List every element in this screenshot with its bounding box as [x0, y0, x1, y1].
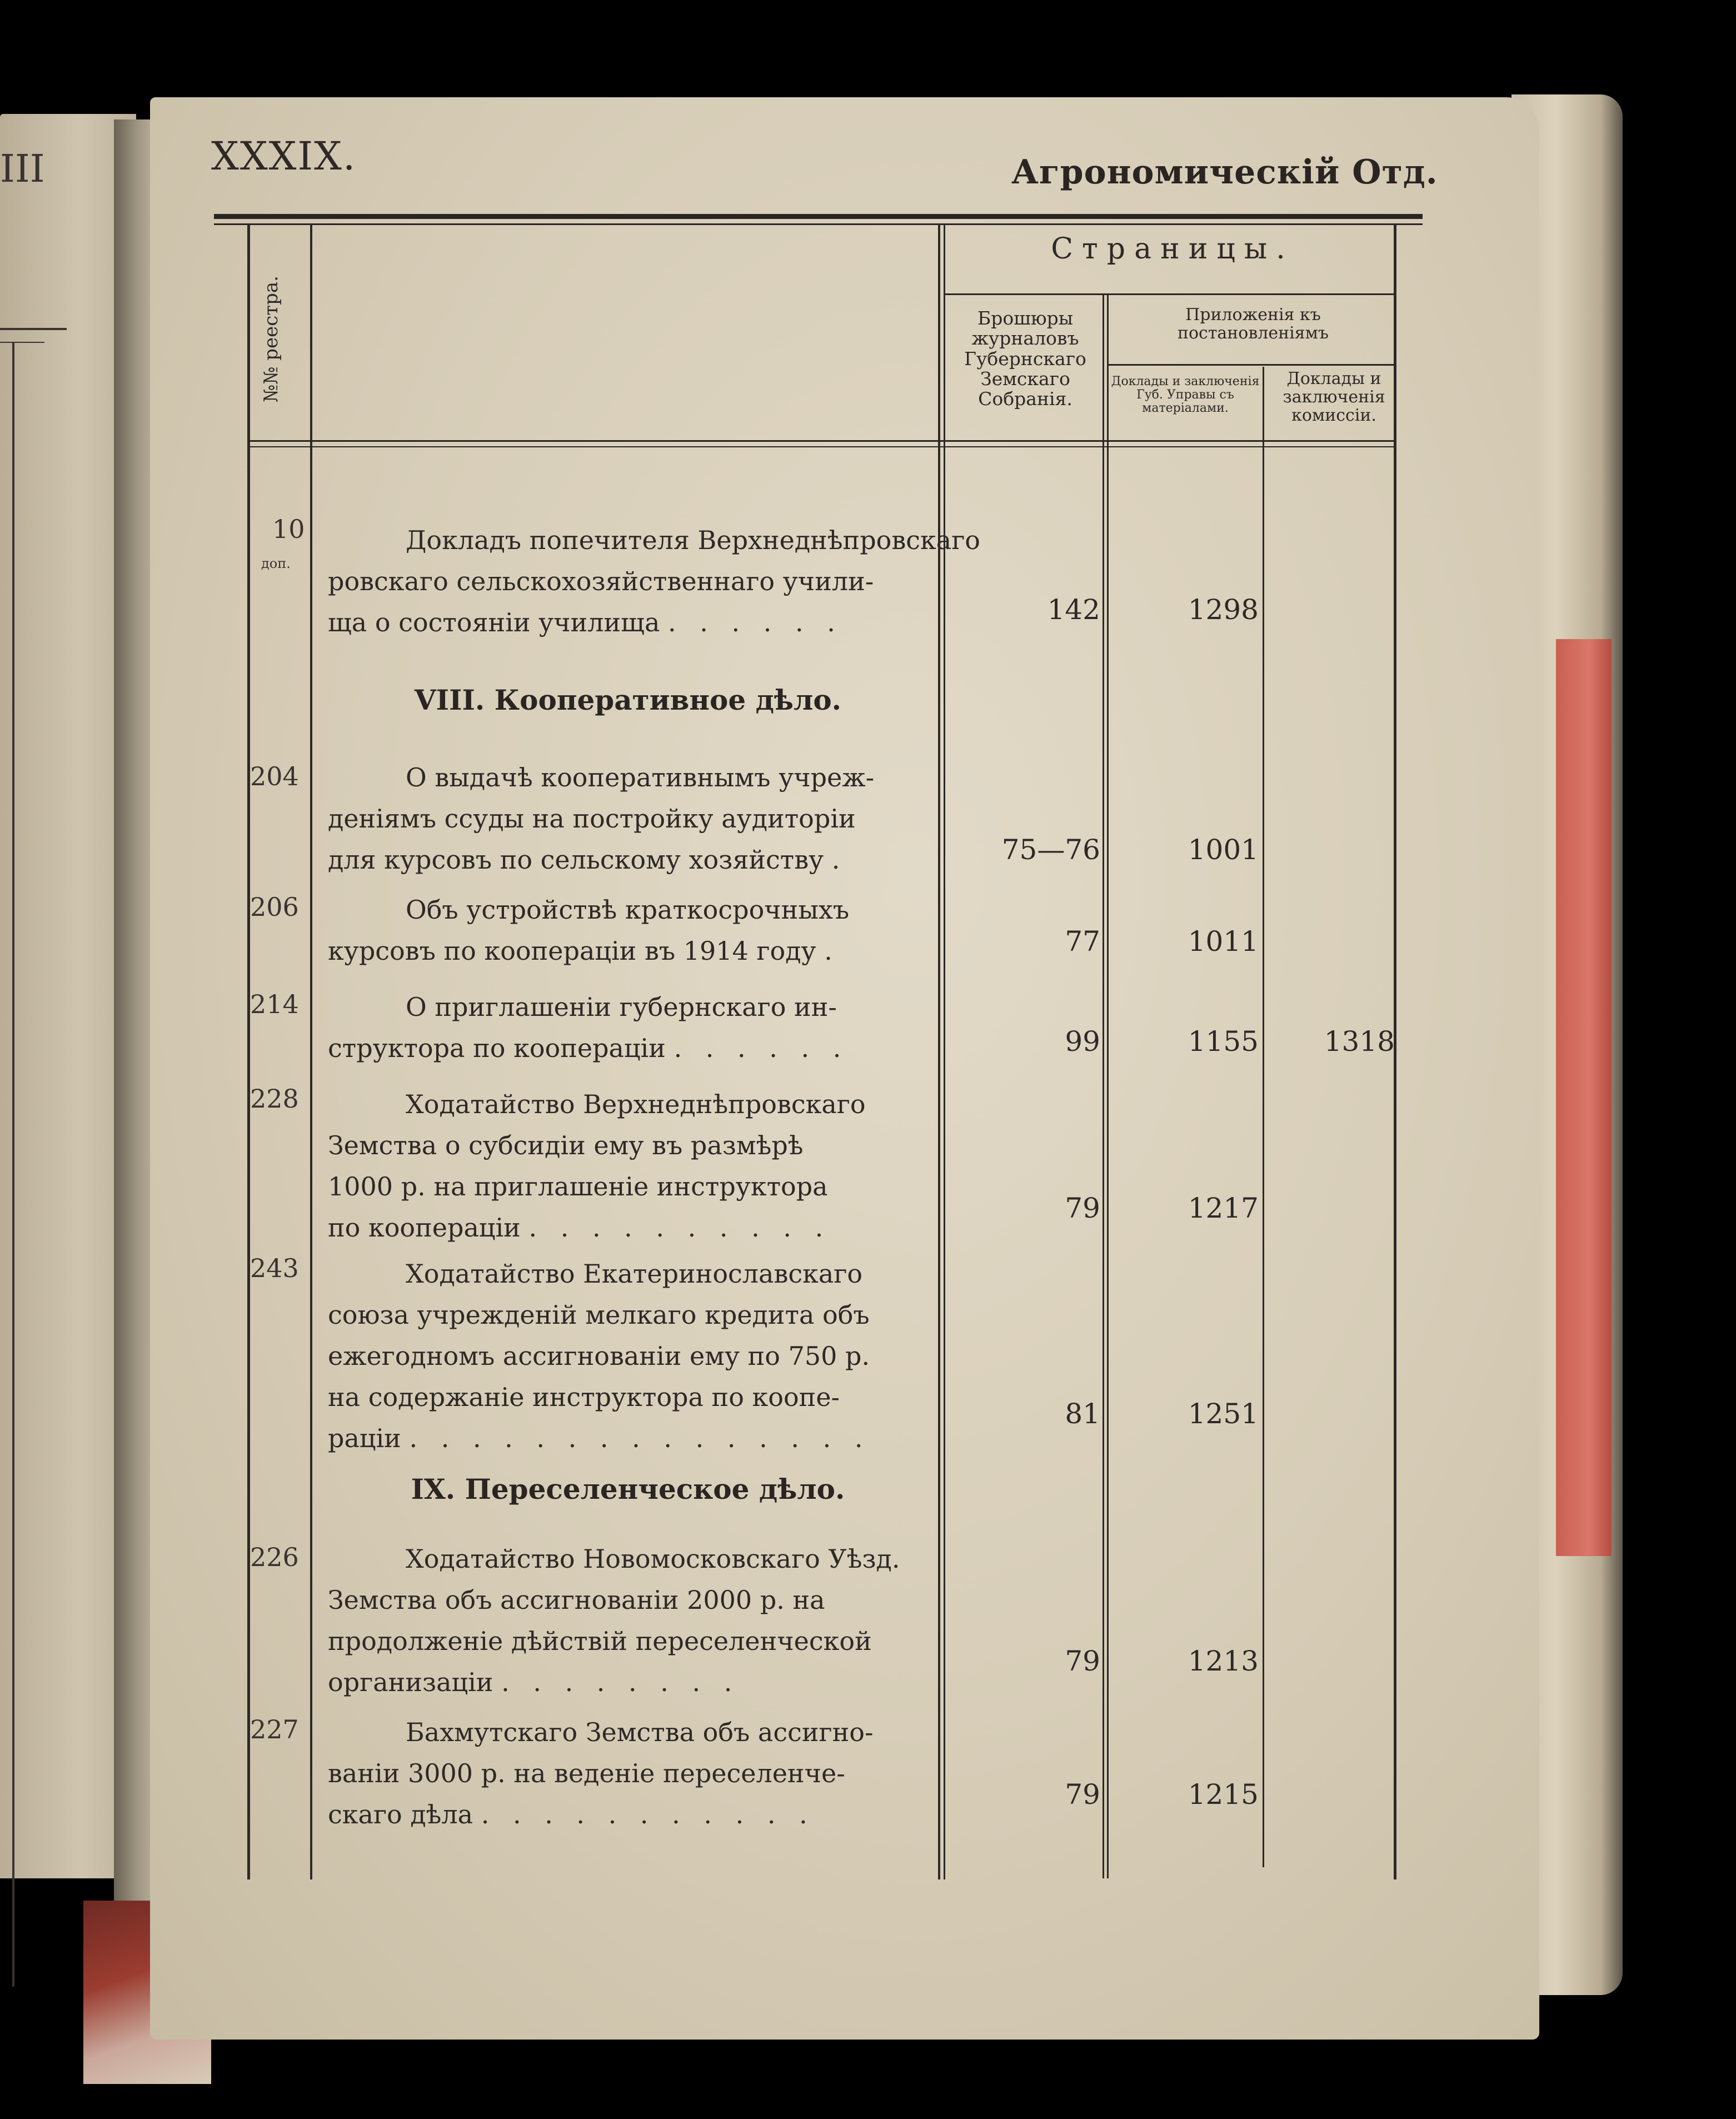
leader-dots: . . . . . . . . . . — [528, 1213, 831, 1243]
left-page-rule-thin — [0, 342, 44, 343]
entry-text — [328, 1712, 928, 1835]
brochure-page: 77 — [1065, 925, 1100, 958]
brochure-page: 99 — [1065, 1025, 1100, 1058]
entry-line: ваніи 3000 р. на веденіе переселенче- — [328, 1758, 845, 1788]
table-left-border — [247, 223, 250, 1879]
leader-dots: . . . . . . — [674, 1033, 849, 1063]
entry-line: для курсовъ по сельскому хозяйству — [328, 845, 824, 875]
entry-line: Ходатайство Екатеринославскаго — [406, 1259, 863, 1289]
entry-text — [328, 520, 980, 643]
leader-dots: . . . . . . . . . . . — [481, 1799, 815, 1829]
registry-number: 206 — [250, 892, 299, 922]
registry-column-header: №№ реестра. — [260, 276, 282, 402]
brochure-page: 79 — [1065, 1778, 1100, 1811]
registry-number: 227 — [250, 1714, 299, 1744]
header-bottom-rule-b — [248, 446, 1395, 447]
commission-reports-column-header: Доклады и заключенія комиссіи. — [1283, 369, 1385, 425]
uprava-page: 1213 — [1188, 1645, 1259, 1677]
entry-text — [328, 1084, 928, 1248]
leader-dots: . — [824, 936, 840, 966]
left-page-rule — [0, 328, 67, 330]
entry-line: 1000 р. на приглашеніе инструктора — [328, 1171, 828, 1201]
brochure-column-line-a — [1103, 295, 1104, 1878]
entry-text — [328, 757, 928, 880]
brochures-column-header: Брошюры журналовъ Губернскаго Земскаго Собранія. — [964, 307, 1086, 410]
entry-line: союза учрежденій мелкаго кредита объ — [328, 1300, 870, 1330]
leader-dots: . . . . . . . . . . . . . . . — [409, 1423, 871, 1453]
uprava-page: 1011 — [1188, 925, 1259, 958]
entry-line: продолженіе дѣйствій переселенческой — [328, 1626, 872, 1656]
entry-line: деніямъ ссуды на постройку аудиторіи — [328, 804, 856, 834]
entry-line: на содержаніе инструктора по коопе- — [328, 1382, 840, 1412]
entry-text — [328, 1538, 928, 1703]
appendices-column-header: Приложенія къ постановленіямъ — [1177, 305, 1329, 343]
entry-line: О приглашеніи губернскаго ин- — [406, 992, 837, 1022]
entry-line: Земства о субсидіи ему въ размѣрѣ — [328, 1130, 804, 1160]
header-rule-thick — [214, 214, 1423, 219]
registry-number: 243 — [250, 1253, 299, 1283]
section-heading-resettlement: IX. Переселенческое дѣло. — [411, 1473, 845, 1505]
entry-line: О выдачѣ кооперативнымъ учреж- — [406, 762, 875, 792]
department-title: Агрономическій Отд. — [1011, 153, 1438, 192]
entry-line: Ходатайство Верхнеднѣпровскаго — [406, 1089, 866, 1119]
leader-dots: . . . . . . — [668, 607, 843, 637]
brochure-page: 75—76 — [1001, 834, 1100, 866]
registry-number: 214 — [250, 989, 299, 1019]
leader-dots: . — [831, 845, 848, 875]
appendix-subheader-rule — [1108, 364, 1395, 366]
entry-line: ровскаго сельскохозяйственнаго учили- — [328, 566, 874, 596]
entry-text — [328, 986, 928, 1069]
entry-text — [328, 889, 928, 971]
brochure-page: 81 — [1065, 1398, 1100, 1430]
section-heading-cooperative: VIII. Кооперативное дѣло. — [414, 684, 842, 716]
uprava-page: 1155 — [1188, 1025, 1259, 1058]
uprava-page: 1215 — [1188, 1778, 1259, 1811]
uprava-page: 1217 — [1188, 1192, 1259, 1224]
left-page-edge-text: III — [0, 147, 45, 191]
entry-line: Бахмутскаго Земства объ ассигно- — [406, 1717, 874, 1747]
registry-number: 10 — [272, 514, 305, 544]
entry-line: ежегодномъ ассигнованіи ему по 750 р. — [328, 1341, 870, 1371]
registry-number: 226 — [250, 1542, 299, 1572]
entry-line: Объ устройствѣ краткосрочныхъ — [406, 895, 850, 925]
entry-line: организаціи — [328, 1667, 493, 1697]
registry-suffix: доп. — [261, 556, 291, 571]
uprava-page: 1001 — [1188, 834, 1259, 866]
uprava-reports-column-header: Доклады и заключенія Губ. Управы съ матеріалами. — [1111, 375, 1260, 416]
brochure-page: 142 — [1047, 594, 1100, 626]
brochure-page: 79 — [1065, 1645, 1100, 1677]
entry-line: по коопераціи — [328, 1213, 521, 1243]
bookmark-ribbon — [1556, 639, 1612, 1556]
header-bottom-rule-a — [248, 440, 1395, 442]
entry-line: Ходатайство Новомосковскаго Уѣзд. — [406, 1544, 900, 1574]
brochure-page: 79 — [1065, 1192, 1100, 1224]
registry-column-line — [310, 223, 312, 1879]
page-number: XXXIX. — [211, 133, 357, 179]
left-page-column-line — [12, 342, 14, 1987]
entry-line: структора по коопераціи — [328, 1033, 666, 1063]
registry-number: 204 — [250, 761, 299, 791]
text-column-line-a — [938, 223, 940, 1879]
entry-line: скаго дѣла — [328, 1799, 473, 1829]
uprava-page: 1298 — [1188, 594, 1259, 626]
entry-text — [328, 1253, 928, 1459]
pages-column-header: Страницы. — [1051, 232, 1294, 266]
leader-dots: . . . . . . . . — [501, 1667, 740, 1697]
pages-subheader-rule — [945, 293, 1395, 295]
entry-line: Земства объ ассигнованіи 2000 р. на — [328, 1585, 825, 1615]
entry-line: ща о состояніи училища — [328, 607, 660, 637]
uprava-page: 1251 — [1188, 1398, 1259, 1430]
header-rule-thin — [214, 223, 1423, 225]
entry-line: Докладъ попечителя Верхнеднѣпровскаго — [406, 525, 980, 555]
registry-number: 228 — [250, 1084, 299, 1114]
entry-line: раціи — [328, 1423, 401, 1453]
brochure-column-line-b — [1107, 295, 1109, 1878]
uprava-column-line — [1263, 367, 1264, 1867]
commission-page: 1318 — [1324, 1025, 1395, 1058]
entry-line: курсовъ по коопераціи въ 1914 году — [328, 936, 816, 966]
